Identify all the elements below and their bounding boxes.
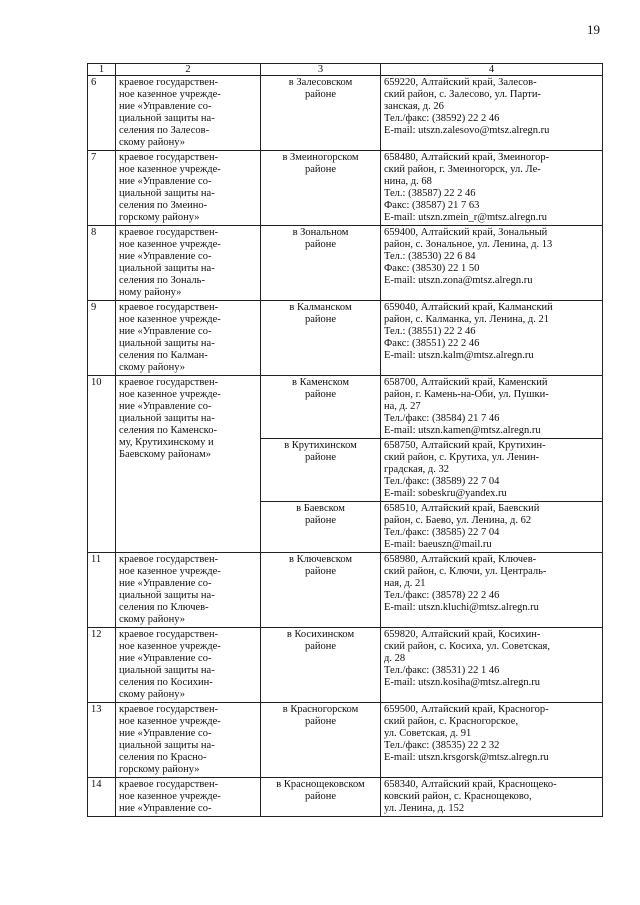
email-text: E-mail: sobeskru@yandex.ru	[384, 488, 507, 499]
organization-name: краевое государствен- ное казенное учрежде- ние «Управление со- циальной защиты на- селения по Ключев- скому району»	[116, 553, 261, 628]
row-number: 11	[88, 553, 116, 628]
email-text: E-mail: utszn.zona@mtsz.alregn.ru	[384, 275, 533, 286]
column-header: 2	[116, 64, 261, 76]
email-text: E-mail: baeuszn@mail.ru	[384, 539, 492, 550]
institutions-table	[87, 63, 603, 817]
address-cell	[381, 703, 603, 778]
organization-name: краевое государствен- ное казенное учрежде- ние «Управление со- циальной защиты на- селения по Красно- горскому району»	[116, 703, 261, 778]
address-cell	[381, 502, 603, 553]
district-name: в Калманском районе	[261, 301, 381, 376]
address-cell	[381, 778, 603, 817]
organization-name: краевое государствен- ное казенное учрежде- ние «Управление со- циальной защиты на- селения по Каменско- му, Крутихинскому и Баевскому районам»	[116, 376, 261, 553]
email-text: E-mail: utszn.kalm@mtsz.alregn.ru	[384, 350, 534, 361]
district-name: в Краснощековском районе	[261, 778, 381, 817]
address-text: 658340, Алтайский край, Краснощеко- ковский район, с. Краснощеково, ул. Ленина, д. 152	[384, 779, 557, 814]
address-cell	[381, 376, 603, 439]
table-row	[88, 301, 603, 376]
table-row	[88, 226, 603, 301]
row-number: 9	[88, 301, 116, 376]
organization-name: краевое государствен- ное казенное учрежде- ние «Управление со- циальной защиты на- селения по Калман- скому району»	[116, 301, 261, 376]
email-text: E-mail: utszn.kamen@mtsz.alregn.ru	[384, 425, 541, 436]
district-name: в Баевском районе	[261, 502, 381, 553]
district-name: в Змеиногорском районе	[261, 151, 381, 226]
organization-name: краевое государствен- ное казенное учрежде- ние «Управление со-	[116, 778, 261, 817]
address-text: 659820, Алтайский край, Косихин- ский район, с. Косиха, ул. Советская, д. 28 Тел./факс: (38531) 22 1 46	[384, 629, 551, 676]
district-name: в Красногорском районе	[261, 703, 381, 778]
address-text: 659400, Алтайский край, Зональный район, с. Зональное, ул. Ленина, д. 13 Тел.: (38530) 22 6 84 Факс: (38530) 22 1 50	[384, 227, 553, 274]
row-number: 12	[88, 628, 116, 703]
table-row	[88, 151, 603, 226]
email-text: E-mail: utszn.kosiha@mtsz.alregn.ru	[384, 677, 541, 688]
address-cell	[381, 151, 603, 226]
table-row	[88, 553, 603, 628]
address-text: 658700, Алтайский край, Каменский район, г. Камень-на-Оби, ул. Пушки- на, д. 27 Тел./факс: (38584) 21 7 46	[384, 377, 549, 424]
page-number: 19	[587, 22, 600, 37]
address-cell	[381, 439, 603, 502]
district-name: в Ключевском районе	[261, 553, 381, 628]
table-row	[88, 76, 603, 151]
organization-name: краевое государствен- ное казенное учрежде- ние «Управление со- циальной защиты на- селения по Зональ- ному району»	[116, 226, 261, 301]
address-text: 658510, Алтайский край, Баевский район, с. Баево, ул. Ленина, д. 62 Тел./факс: (38585) 22 7 04	[384, 503, 540, 538]
table-header-row	[88, 64, 603, 76]
district-name: в Каменском районе	[261, 376, 381, 439]
table-row	[88, 778, 603, 817]
district-name: в Зональном районе	[261, 226, 381, 301]
address-cell	[381, 301, 603, 376]
organization-name: краевое государствен- ное казенное учрежде- ние «Управление со- циальной защиты на- селения по Косихин- скому району»	[116, 628, 261, 703]
column-header: 1	[88, 64, 116, 76]
email-text: E-mail: utszn.kluchi@mtsz.alregn.ru	[384, 602, 539, 613]
row-number: 13	[88, 703, 116, 778]
address-cell	[381, 628, 603, 703]
address-cell	[381, 553, 603, 628]
table-row	[88, 628, 603, 703]
address-text: 659220, Алтайский край, Залесов- ский район, с. Залесово, ул. Парти- занская, д. 26 Тел./факс: (38592) 22 2 46	[384, 77, 541, 124]
address-text: 658980, Алтайский край, Ключев- ский район, с. Ключи, ул. Централь- ная, д. 21 Тел./факс: (38578) 22 2 46	[384, 554, 547, 601]
organization-name: краевое государствен- ное казенное учрежде- ние «Управление со- циальной защиты на- селения по Залесов- скому району»	[116, 76, 261, 151]
organization-name: краевое государствен- ное казенное учрежде- ние «Управление со- циальной защиты на- селения по Змеино- горскому району»	[116, 151, 261, 226]
district-name: в Крутихинском районе	[261, 439, 381, 502]
column-header: 3	[261, 64, 381, 76]
address-text: 658480, Алтайский край, Змеиногор- ский район, г. Змеиногорск, ул. Ле- нина, д. 68 Тел.: (38587) 22 2 46 Факс: (38587) 21 7 63	[384, 152, 550, 211]
table-row	[88, 703, 603, 778]
district-name: в Залесовском районе	[261, 76, 381, 151]
row-number: 8	[88, 226, 116, 301]
email-text: E-mail: utszn.krsgorsk@mtsz.alregn.ru	[384, 752, 549, 763]
email-text: E-mail: utszn.zalesovo@mtsz.alregn.ru	[384, 125, 550, 136]
row-number: 10	[88, 376, 116, 553]
row-number: 14	[88, 778, 116, 817]
address-cell	[381, 76, 603, 151]
address-cell	[381, 226, 603, 301]
address-text: 658750, Алтайский край, Крутихин- ский район, с. Крутиха, ул. Ленин- градская, д. 32 Тел./факс: (38589) 22 7 04	[384, 440, 546, 487]
address-text: 659500, Алтайский край, Красногор- ский район, с. Красногорское, ул. Советская, д. 91 Тел./факс: (38535) 22 2 32	[384, 704, 549, 751]
row-number: 7	[88, 151, 116, 226]
email-text: E-mail: utszn.zmein_r@mtsz.alregn.ru	[384, 212, 548, 223]
address-text: 659040, Алтайский край, Калманский район, с. Калманка, ул. Ленина, д. 21 Тел.: (38551) 22 2 46 Факс: (38551) 22 2 46	[384, 302, 553, 349]
district-name: в Косихинском районе	[261, 628, 381, 703]
table-row	[88, 376, 603, 439]
row-number: 6	[88, 76, 116, 151]
column-header: 4	[381, 64, 603, 76]
